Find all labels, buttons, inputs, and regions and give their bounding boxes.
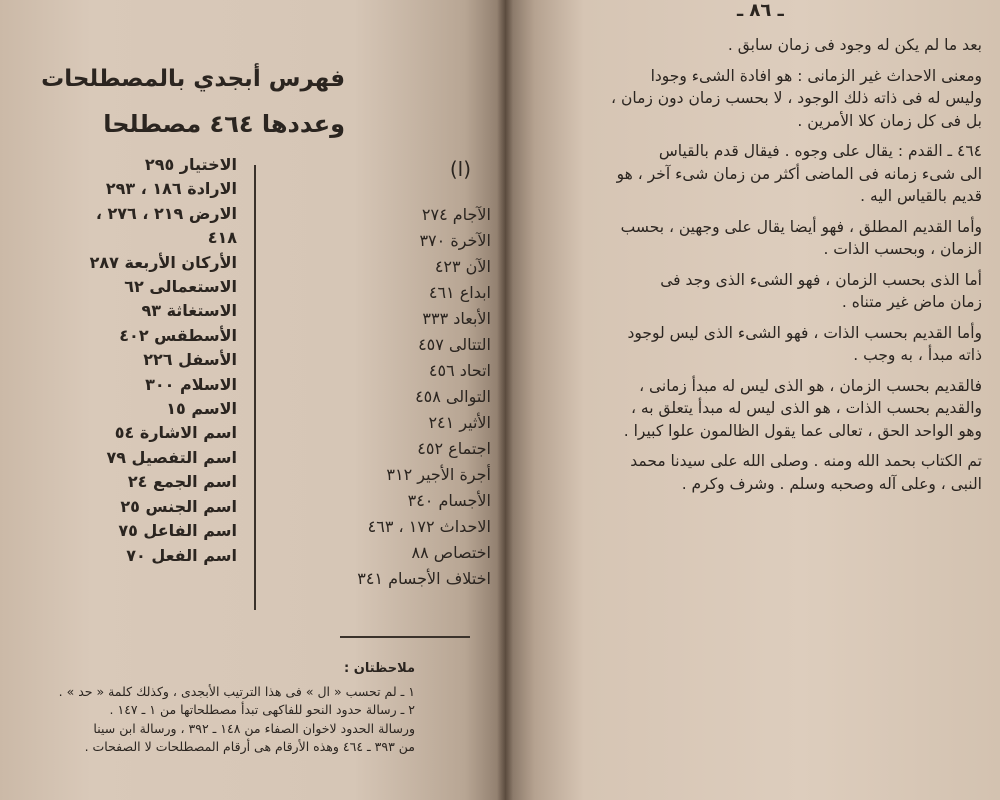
text-line: وليس له فى ذاته ذلك الوجود ، لا بحسب زمان دون زمان ، — [611, 89, 982, 107]
index-entry: الآخرة ٣٧٠ — [419, 231, 491, 250]
index-entry: الاستعمالى ٦٢ — [124, 277, 237, 297]
text-line: الى شىء زمانه فى الماضى أكثر من زمان شىء آخر ، هو — [616, 164, 982, 183]
body-text — [537, 34, 982, 503]
footnote-rule — [340, 636, 470, 638]
text-line: النبى ، وعلى آله وصحبه وسلم . وشرف وكرم . — [681, 474, 982, 493]
paragraph — [537, 375, 982, 443]
index-entry: اجتماع ٤٥٢ — [417, 439, 491, 458]
index-entry: الأجسام ٣٤٠ — [407, 491, 491, 510]
index-entry: اسم التفصيل ٧٩ — [106, 447, 237, 467]
index-entry: التوالى ٤٥٨ — [415, 387, 491, 406]
page-number: ـ ٨٦ ـ — [737, 0, 784, 21]
index-entry: الأسطقس ٤٠٢ — [119, 325, 237, 345]
index-entry: الأركان الأربعة ٢٨٧ — [89, 252, 237, 272]
text-line: بل فى كل زمان كلا الأمرين . — [797, 111, 982, 130]
index-entry: اختصاص ٨٨ — [411, 543, 491, 562]
index-entry: الاسم ١٥ — [166, 399, 237, 419]
index-entry: الارادة ١٨٦ ، ٢٩٣ — [105, 179, 237, 199]
note-line: ١ ـ لم تحسب « ال » فى هذا الترتيب الأبجدى ، وكذلك كلمة « حد » . — [58, 683, 415, 699]
index-entry: الاستغاثة ٩٣ — [141, 301, 237, 321]
index-entry: الأثير ٢٤١ — [428, 413, 491, 432]
text-line: بعد ما لم يكن له وجود فى زمان سابق . — [727, 36, 982, 54]
text-line: الزمان ، وبحسب الذات . — [823, 240, 982, 258]
index-entry: الأسفل ٢٢٦ — [143, 350, 237, 370]
paragraph — [537, 322, 982, 367]
text-line: تم الكتاب بحمد الله ومنه . وصلى الله على سيدنا محمد — [630, 452, 982, 470]
text-line: ٤٦٤ ـ القدم : يقال على وجوه . فيقال قدم بالقياس — [658, 142, 982, 160]
text-line: ذاته مبدأ ، به وجب . — [853, 346, 982, 364]
paragraph — [537, 65, 982, 133]
index-entry: ٤١٨ — [207, 228, 237, 248]
notes-heading: ملاحظتان : — [344, 661, 415, 676]
index-entry: التتالى ٤٥٧ — [418, 335, 491, 354]
note-line: ورسالة الحدود لاخوان الصفاء من ١٤٨ ـ ٣٩٢ ، ورسالة ابن سينا — [93, 720, 415, 736]
index-entry: الاختيار ٢٩٥ — [144, 155, 237, 174]
section-letter-marker: (ا) — [449, 157, 471, 181]
index-entry: اسم الجنس ٢٥ — [120, 496, 237, 516]
index-entry: الاحداث ١٧٢ ، ٤٦٣ — [367, 517, 491, 536]
index-entry: اسم الاشارة ٥٤ — [114, 423, 237, 443]
text-line: أما الذى بحسب الزمان ، فهو الشىء الذى وجد فى — [660, 270, 982, 289]
text-line: زمان ماض غير متناه . — [841, 293, 982, 311]
text-line: ومعنى الاحداث غير الزمانى : هو افادة الشىء وجودا — [650, 66, 982, 85]
paragraph — [537, 34, 982, 57]
index-entry: اسم الجمع ٢٤ — [127, 472, 237, 492]
text-line: وأما القديم بحسب الذات ، فهو الشىء الذى ليس لوجود — [627, 323, 982, 342]
paragraph — [537, 140, 982, 208]
index-column-b — [271, 156, 491, 592]
text-line: فالقديم بحسب الزمان ، هو الذى ليس له مبدأ زمانى ، — [639, 376, 982, 395]
index-entry: اختلاف الأجسام ٣٤١ — [357, 569, 491, 588]
index-entry: الآن ٤٢٣ — [434, 257, 491, 276]
index-column-a — [37, 153, 237, 568]
index-entry: اسم الفعل ٧٠ — [126, 545, 237, 565]
footnotes — [15, 660, 415, 757]
index-entry: الآجام ٢٧٤ — [421, 205, 491, 224]
index-entry: ابداع ٤٦١ — [428, 283, 491, 302]
text-line: وهو الواحد الحق ، تعالى عما يقول الظالمون علوا كبيرا . — [623, 421, 982, 440]
right-page-text — [505, 0, 1000, 800]
note-line: ٢ ـ رسالة حدود النحو للفاكهى تبدأ مصطلحاتها من ١ ـ ١٤٧ . — [109, 702, 415, 717]
index-entry: الاسلام ٣٠٠ — [145, 374, 237, 394]
text-line: والقديم بحسب الذات ، هو الذى ليس له مبدأ يتعلق به ، — [631, 399, 982, 417]
text-line: قديم بالقياس اليه . — [860, 187, 982, 205]
index-entry: اتحاد ٤٥٦ — [428, 361, 491, 380]
index-entry: أجرة الأجير ٣١٢ — [386, 465, 491, 484]
paragraph — [537, 269, 982, 314]
paragraph — [537, 216, 982, 261]
book-gutter-shadow — [497, 0, 513, 800]
note-line: من ٣٩٣ ـ ٤٦٤ وهذه الأرقام هى أرقام المصطلحات لا الصفحات . — [84, 739, 415, 754]
index-title: فهرس أبجدي بالمصطلحات — [41, 66, 345, 92]
paragraph — [537, 450, 982, 495]
column-divider — [254, 165, 256, 610]
index-entry: الأبعاد ٣٣٣ — [422, 309, 491, 328]
text-line: وأما القديم المطلق ، فهو أيضا يقال على وجهين ، بحسب — [620, 217, 982, 236]
index-entry: الارض ٢١٩ ، ٢٧٦ ، — [95, 203, 237, 223]
index-entry: اسم الفاعل ٧٥ — [118, 521, 237, 541]
index-subtitle: وعددها ٤٦٤ مصطلحا — [103, 110, 345, 138]
